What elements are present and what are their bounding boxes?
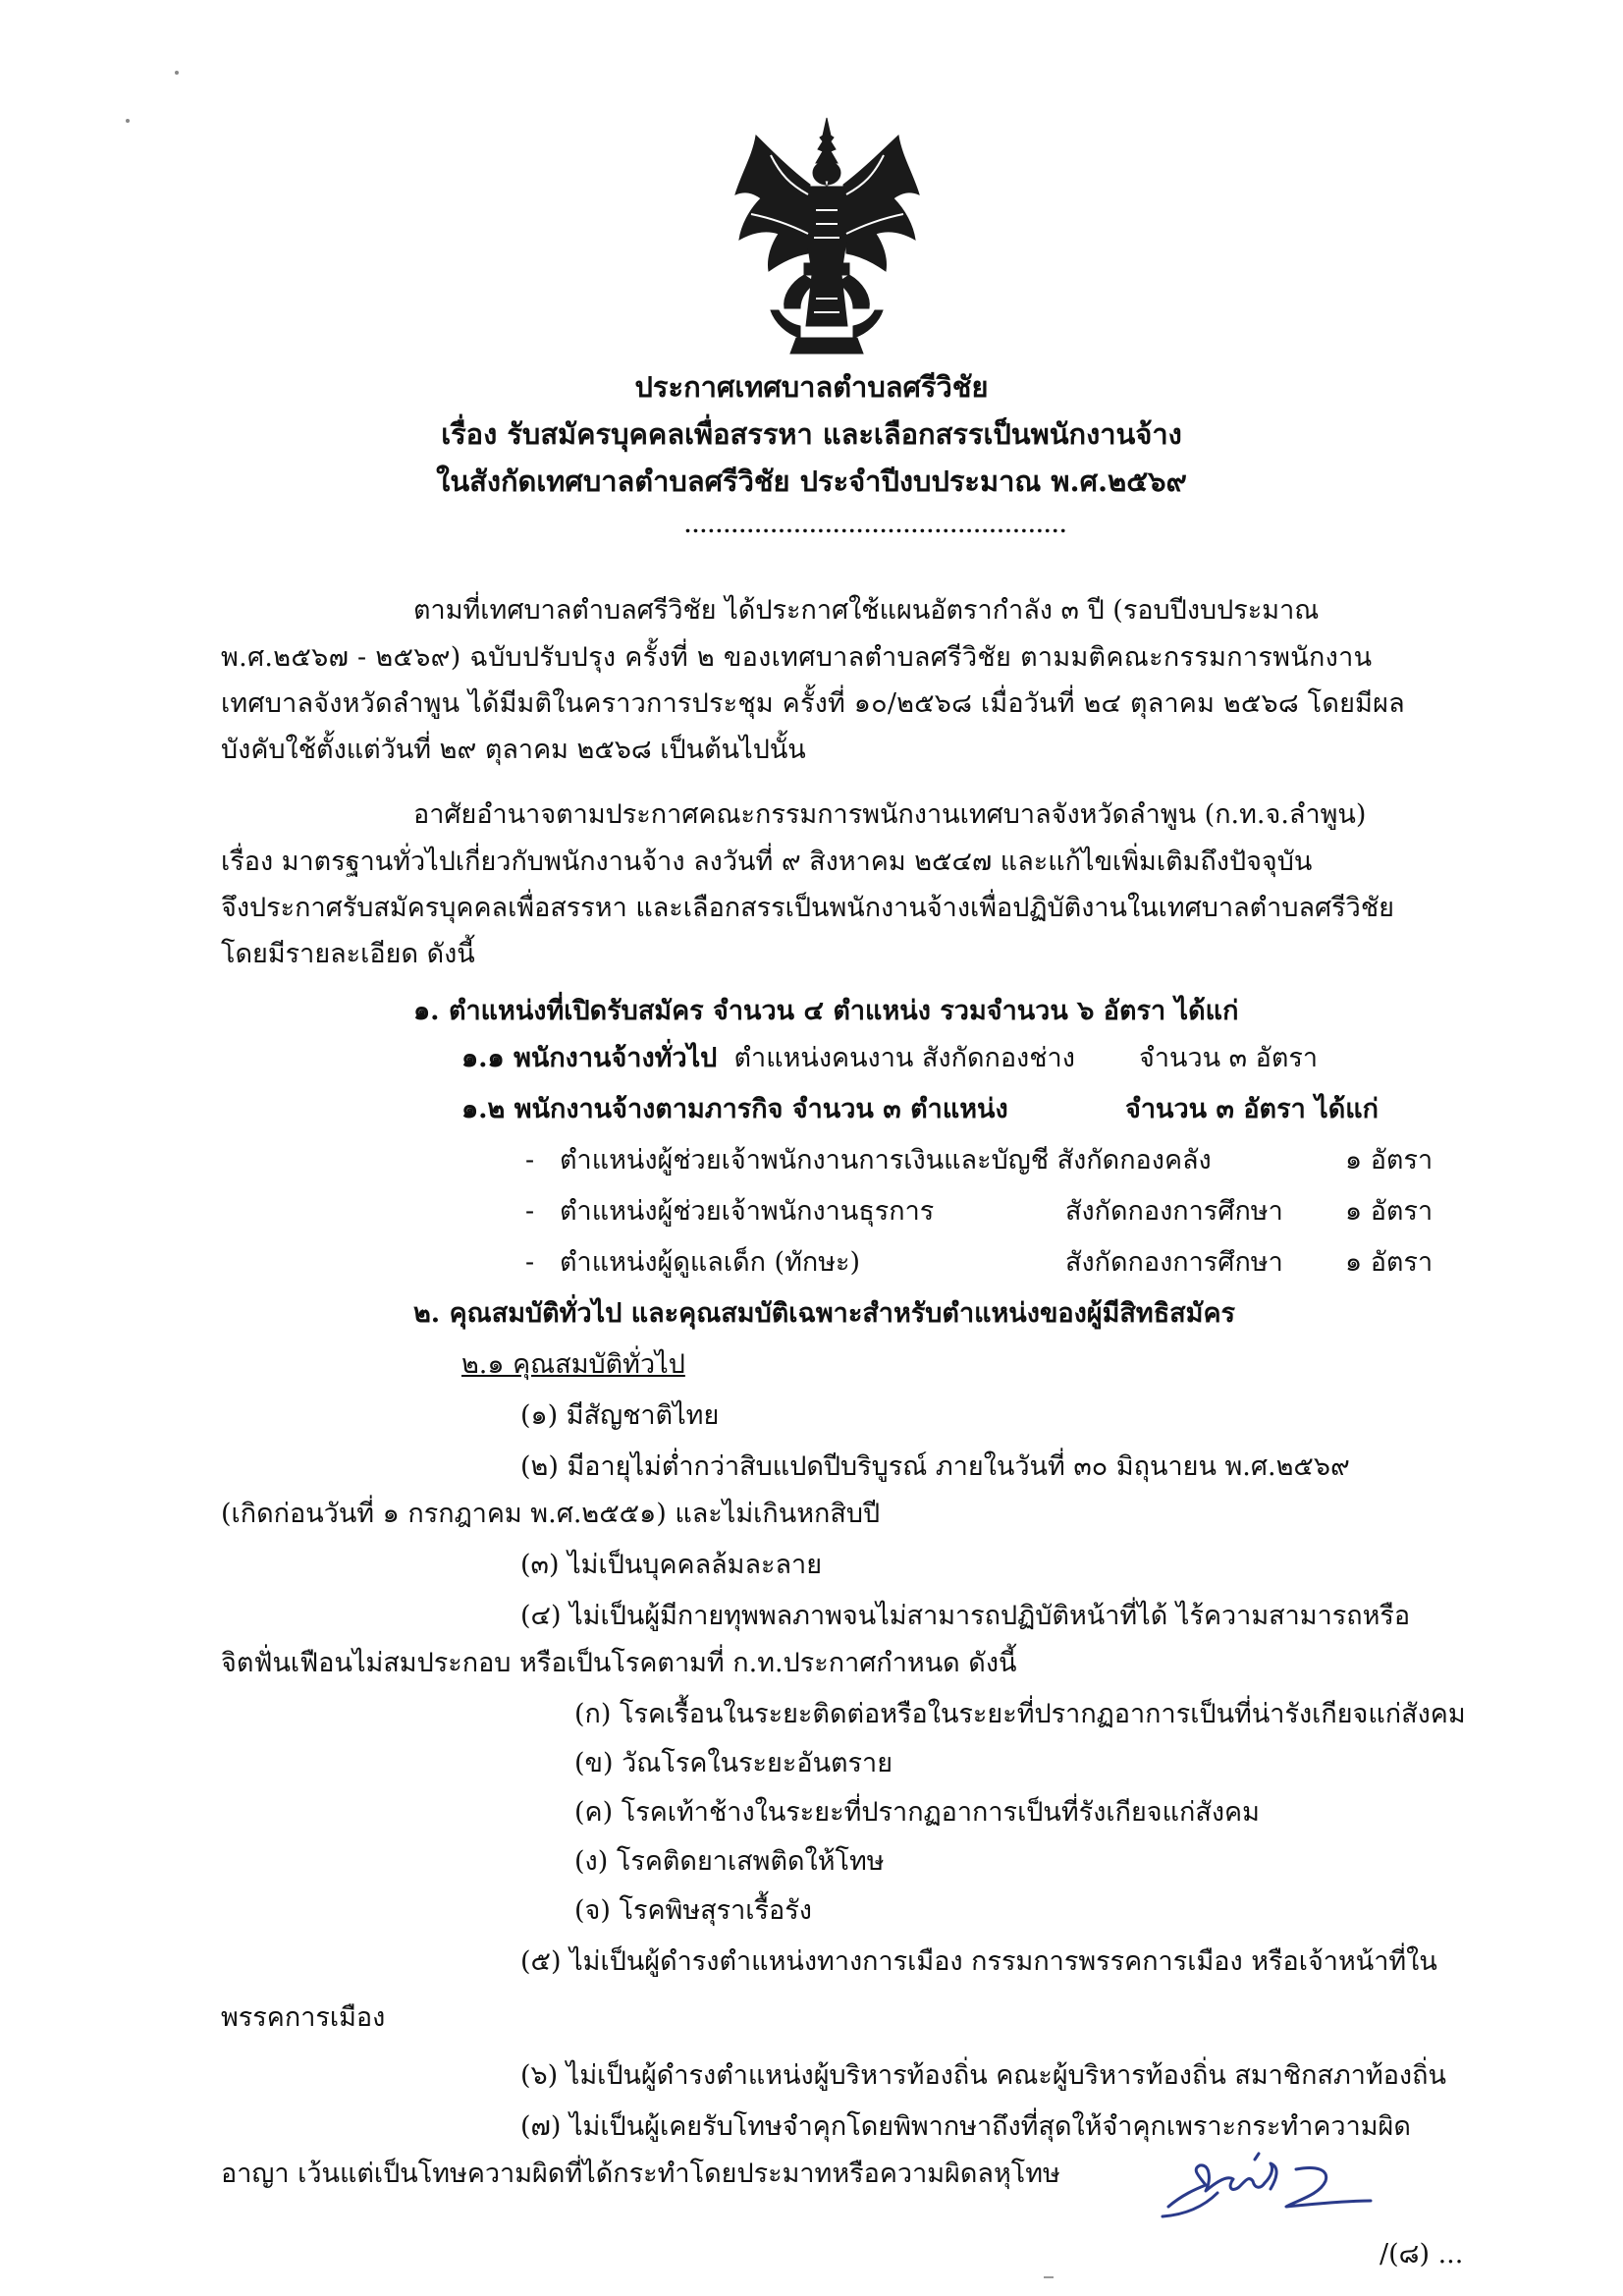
position-dept: สังกัดกองการศึกษา	[1065, 1247, 1283, 1278]
section-1-2-count: จำนวน ๓ อัตรา ได้แก่	[1125, 1094, 1379, 1124]
qualification-7-line-2: อาญา เว้นแต่เป็นโทษความผิดที่ได้กระทำโดยประมาทหรือความผิดลหุโทษ	[221, 2159, 1060, 2189]
list-dash: -	[525, 1145, 535, 1175]
signature	[1149, 2146, 1384, 2254]
paragraph-2-line-3: จึงประกาศรับสมัครบุคคลเพื่อสรรหา และเลือกสรรเป็นพนักงานจ้างเพื่อปฏิบัติงานในเทศบาลตำบลศรีวิชัย	[221, 893, 1394, 923]
section-2-heading: ๒. คุณสมบัติทั่วไป และคุณสมบัติเฉพาะสำหรับตำแหน่งของผู้มีสิทธิสมัคร	[413, 1298, 1236, 1329]
position-count: ๑ อัตรา	[1345, 1196, 1434, 1227]
paragraph-1-line-3: เทศบาลจังหวัดลำพูน ได้มีมติในคราวการประชุม ครั้งที่ ๑๐/๒๕๖๘ เมื่อวันที่ ๒๔ ตุลาคม ๒๕๖๘ โดยมีผล	[221, 688, 1405, 719]
paragraph-2-line-1: อาศัยอำนาจตามประกาศคณะกรรมการพนักงานเทศบาลจังหวัดลำพูน (ก.ท.จ.ลำพูน)	[413, 799, 1367, 830]
scan-speck	[126, 119, 130, 123]
qualification-2-line-1: (๒) มีอายุไม่ต่ำกว่าสิบแปดปีบริบูรณ์ ภายในวันที่ ๓๐ มิถุนายน พ.ศ.๒๕๖๙	[520, 1451, 1350, 1482]
list-item: (ง) โรคติดยาเสพติดให้โทษ	[574, 1846, 885, 1877]
paragraph-1-line-1: ตามที่เทศบาลตำบลศรีวิชัย ได้ประกาศใช้แผนอัตรากำลัง ๓ ปี (รอบปีงบประมาณ	[413, 595, 1320, 626]
scan-speck	[175, 71, 179, 75]
qualification-5-line-1: (๕) ไม่เป็นผู้ดำรงตำแหน่งทางการเมือง กรรมการพรรคการเมือง หรือเจ้าหน้าที่ใน	[520, 1946, 1437, 1977]
paragraph-2-line-4: โดยมีรายละเอียด ดังนี้	[221, 939, 475, 969]
list-item: (ข) วัณโรคในระยะอันตราย	[574, 1748, 893, 1778]
section-1-1-position: ตำแหน่งคนงาน สังกัดกองช่าง	[733, 1043, 1075, 1073]
position-name: ตำแหน่งผู้ช่วยเจ้าพนักงานธุรการ	[560, 1196, 935, 1227]
continued-marker: /(๘) ...	[1380, 2239, 1464, 2269]
list-dash: -	[525, 1196, 535, 1227]
section-1-1-count: จำนวน ๓ อัตรา	[1139, 1043, 1319, 1073]
section-1-2-title: ๑.๒ พนักงานจ้างตามภารกิจ จำนวน ๓ ตำแหน่ง	[461, 1094, 1008, 1124]
qualification-6: (๖) ไม่เป็นผู้ดำรงตำแหน่งผู้บริหารท้องถิ่น คณะผู้บริหารท้องถิ่น สมาชิกสภาท้องถิ่น	[520, 2060, 1446, 2091]
section-1-1-title: ๑.๑ พนักงานจ้างทั่วไป	[461, 1043, 718, 1073]
scan-speck	[1044, 2276, 1054, 2278]
list-item: (ก) โรคเรื้อนในระยะติดต่อหรือในระยะที่ปรากฏอาการเป็นที่น่ารังเกียจแก่สังคม	[574, 1699, 1466, 1729]
paragraph-1-line-2: พ.ศ.๒๕๖๗ - ๒๕๖๙) ฉบับปรับปรุง ครั้งที่ ๒ ของเทศบาลตำบลศรีวิชัย ตามมติคณะกรรมการพนักงาน	[221, 642, 1373, 673]
qualification-2-line-2: (เกิดก่อนวันที่ ๑ กรกฎาคม พ.ศ.๒๕๕๑) และไม่เกินหกสิบปี	[221, 1499, 881, 1529]
position-name: ตำแหน่งผู้ช่วยเจ้าพนักงานการเงินและบัญชี สังกัดกองคลัง	[560, 1145, 1212, 1175]
announcement-scope: ในสังกัดเทศบาลตำบลศรีวิชัย ประจำปีงบประมาณ พ.ศ.๒๕๖๙	[436, 465, 1187, 498]
section-1-heading: ๑. ตำแหน่งที่เปิดรับสมัคร จำนวน ๔ ตำแหน่ง รวมจำนวน ๖ อัตรา ได้แก่	[413, 996, 1239, 1026]
qualification-4-line-1: (๔) ไม่เป็นผู้มีกายทุพพลภาพจนไม่สามารถปฏิบัติหน้าที่ได้ ไร้ความสามารถหรือ	[520, 1601, 1411, 1631]
qualification-4-line-2: จิตฟั่นเฟือนไม่สมประกอบ หรือเป็นโรคตามที่ ก.ท.ประกาศกำหนด ดังนี้	[221, 1648, 1017, 1678]
paragraph-2-line-2: เรื่อง มาตรฐานทั่วไปเกี่ยวกับพนักงานจ้าง ลงวันที่ ๙ สิงหาคม ๒๕๔๗ และแก้ไขเพิ่มเติมถึงปัจจุบัน	[221, 847, 1313, 877]
qualification-5-line-2: พรรคการเมือง	[221, 2002, 386, 2033]
position-dept: สังกัดกองการศึกษา	[1065, 1196, 1283, 1227]
qualification-1: (๑) มีสัญชาติไทย	[520, 1400, 720, 1431]
qualification-3: (๓) ไม่เป็นบุคคลล้มละลาย	[520, 1550, 823, 1580]
position-name: ตำแหน่งผู้ดูแลเด็ก (ทักษะ)	[560, 1247, 861, 1278]
section-1-1	[461, 1039, 1075, 1078]
position-count: ๑ อัตรา	[1345, 1247, 1434, 1278]
paragraph-1-line-4: บังคับใช้ตั้งแต่วันที่ ๒๙ ตุลาคม ๒๕๖๘ เป็นต้นไปนั้น	[221, 735, 806, 765]
section-2-1-heading: ๒.๑ คุณสมบัติทั่วไป	[461, 1349, 685, 1380]
garuda-emblem-icon	[731, 116, 923, 356]
position-count: ๑ อัตรา	[1345, 1145, 1434, 1175]
list-item: (จ) โรคพิษสุราเรื้อรัง	[574, 1895, 812, 1926]
list-dash: -	[525, 1247, 535, 1278]
qualification-7-line-1: (๗) ไม่เป็นผู้เคยรับโทษจำคุกโดยพิพากษาถึงที่สุดให้จำคุกเพราะกระทำความผิด	[520, 2111, 1411, 2142]
announcement-title: ประกาศเทศบาลตำบลศรีวิชัย	[634, 370, 989, 404]
list-item: (ค) โรคเท้าช้างในระยะที่ปรากฏอาการเป็นที่รังเกียจแก่สังคม	[574, 1797, 1260, 1828]
announcement-subject: เรื่อง รับสมัครบุคคลเพื่อสรรหา และเลือกสรรเป็นพนักงานจ้าง	[441, 417, 1182, 451]
header-divider: .................................................	[684, 514, 1068, 537]
